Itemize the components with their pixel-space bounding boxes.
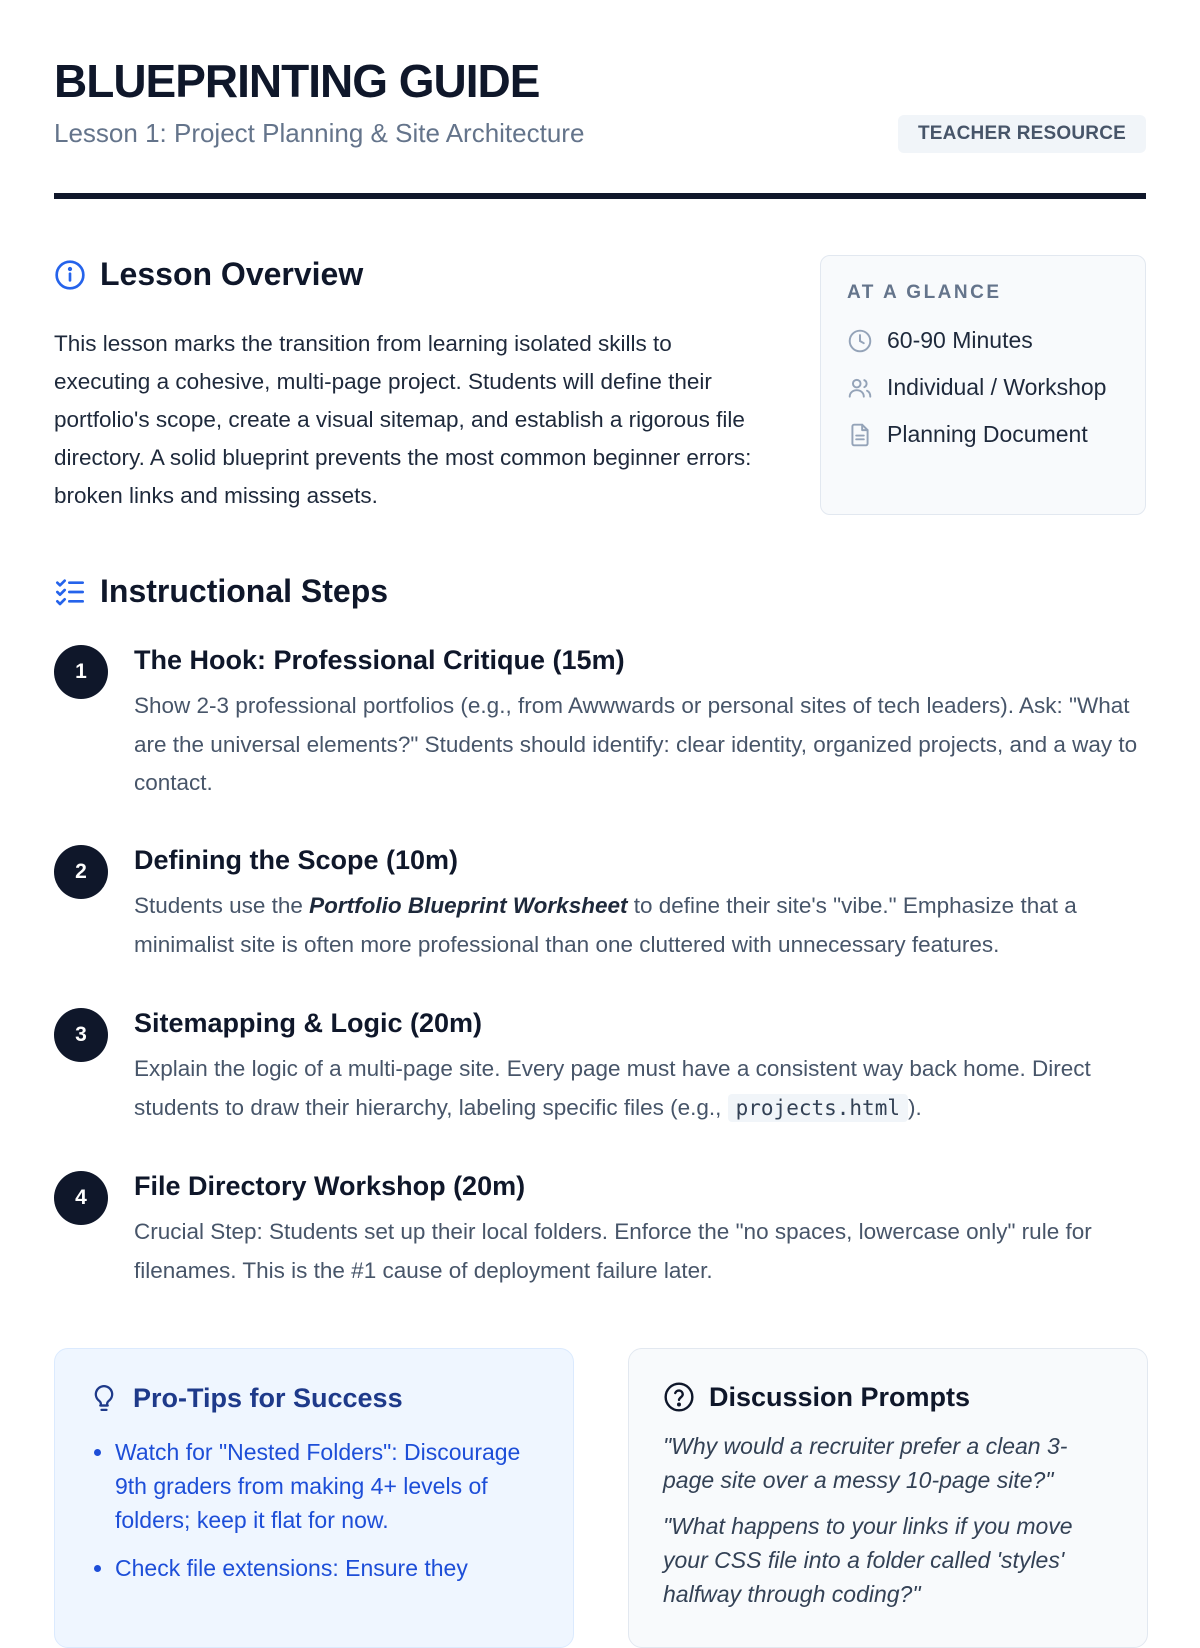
pro-tips-heading-label: Pro-Tips for Success — [133, 1382, 403, 1413]
worksheet-name: Portfolio Blueprint Worksheet — [309, 893, 628, 918]
discussion-heading-label: Discussion Prompts — [709, 1381, 971, 1412]
info-icon — [54, 259, 86, 291]
step-number: 1 — [54, 645, 108, 699]
list-item: • Check file extensions: Ensure they — [115, 1551, 539, 1585]
step-body-text: to define their site's "vibe." Emphasize that a minimalist site is often more professional than one cluttered with unnecessary features. — [134, 893, 1077, 957]
pro-tips-heading — [89, 1381, 539, 1415]
steps-heading — [54, 573, 388, 610]
page-title: BLUEPRINTING GUIDE — [54, 55, 540, 107]
overview-heading-label: Lesson Overview — [100, 256, 364, 292]
glance-format-text: Individual / Workshop — [887, 374, 1107, 400]
discussion-heading — [663, 1381, 1113, 1413]
checklist-icon — [54, 576, 86, 608]
step-number: 2 — [54, 845, 108, 899]
page-subtitle: Lesson 1: Project Planning & Site Architecture — [54, 118, 585, 148]
document-icon — [847, 422, 873, 448]
clock-icon — [847, 328, 873, 354]
glance-format — [847, 371, 1119, 404]
filename-code: projects.html — [728, 1094, 908, 1122]
step-body: Show 2-3 professional portfolios (e.g., from Awwwards or personal sites of tech leaders). Ask: "What are the universal elements?" Students should identify: clear identity, organized projects, and a way to contact. — [134, 693, 1138, 795]
glance-duration — [847, 324, 1119, 357]
lightbulb-icon — [89, 1381, 119, 1415]
glance-deliverable — [847, 418, 1119, 451]
at-a-glance-card — [820, 255, 1146, 515]
step-body-text: Explain the logic of a multi-page site. Every page must have a consistent way back home. Direct students to draw their hierarchy, labeling specific files (e.g., — [134, 1056, 1091, 1120]
step-body-text: Students use the — [134, 893, 310, 918]
step-title: Sitemapping & Logic (20m) — [134, 1008, 483, 1038]
header-divider — [54, 193, 1146, 199]
steps-heading-label: Instructional Steps — [100, 573, 389, 609]
glance-duration-text: 60-90 Minutes — [887, 327, 1033, 353]
step-title: Defining the Scope (10m) — [134, 845, 459, 875]
step-body — [134, 1050, 1146, 1127]
overview-heading — [54, 256, 363, 293]
question-icon — [663, 1381, 695, 1413]
step-body: Crucial Step: Students set up their local folders. Enforce the "no spaces, lowercase only" rule for filenames. This is the #1 cause of deployment failure later. — [134, 1219, 1092, 1283]
step-number: 3 — [54, 1008, 108, 1062]
step-title: The Hook: Professional Critique (15m) — [134, 645, 625, 675]
overview-text: This lesson marks the transition from learning isolated skills to executing a cohesive, multi-page project. Students will define their portfolio's scope, create a visual sitemap, and establish a rigorous file directory. A solid blueprint prevents the most common beginner errors: broken links and missing assets. — [54, 331, 752, 508]
pro-tips-list — [89, 1435, 539, 1585]
glance-title: AT A GLANCE — [847, 282, 1002, 303]
glance-deliverable-text: Planning Document — [887, 421, 1088, 447]
teacher-resource-badge: TEACHER RESOURCE — [898, 115, 1146, 153]
step-body-text: ). — [908, 1094, 922, 1120]
step-title: File Directory Workshop (20m) — [134, 1171, 526, 1201]
step-number: 4 — [54, 1171, 108, 1225]
discussion-prompt: "What happens to your links if you move your CSS file into a folder called 'styles' halfway through coding?" — [663, 1513, 1073, 1607]
discussion-card — [628, 1348, 1148, 1648]
discussion-prompt: "Why would a recruiter prefer a clean 3-page site over a messy 10-page site?" — [663, 1433, 1068, 1493]
users-icon — [847, 375, 873, 401]
step-body — [134, 887, 1146, 964]
list-item: • Watch for "Nested Folders": Discourage 9th graders from making 4+ levels of folders; keep it flat for now. — [115, 1435, 539, 1537]
pro-tips-card — [54, 1348, 574, 1648]
